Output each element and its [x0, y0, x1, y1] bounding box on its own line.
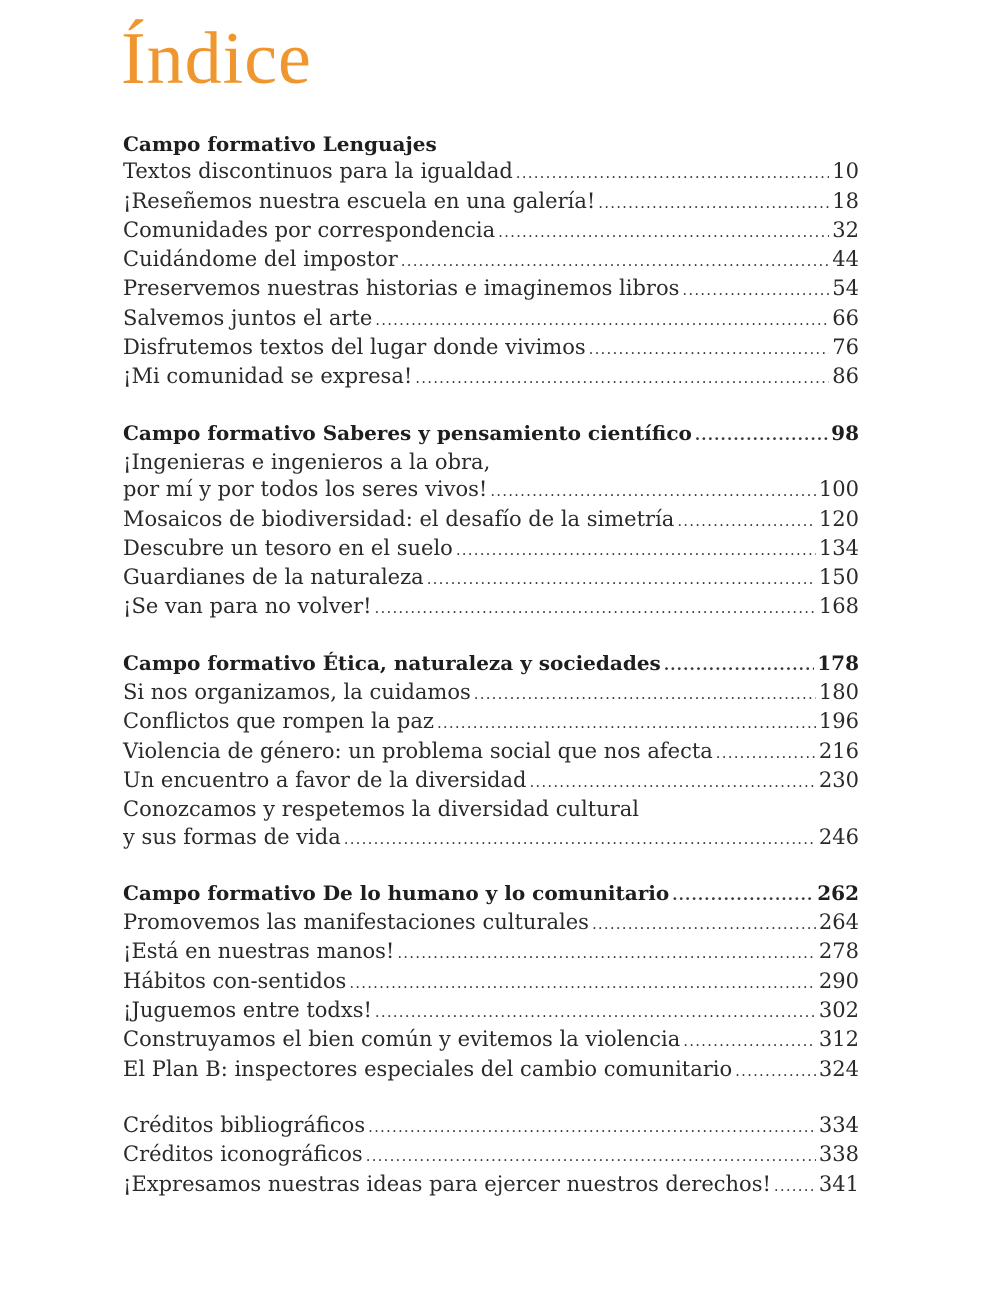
toc-entry[interactable]: Descubre un tesoro en el suelo ..... 134	[123, 535, 859, 564]
page-number: 54	[832, 276, 859, 301]
leader-dots	[401, 248, 829, 275]
leader-dots	[375, 999, 816, 1026]
leader-dots	[498, 219, 829, 246]
page-number: 44	[832, 247, 859, 272]
leader-dots	[592, 911, 816, 938]
leader-dots	[437, 710, 816, 737]
page-number: 262	[817, 880, 859, 905]
page-title: Índice	[121, 18, 312, 100]
toc-entry[interactable]: Un encuentro a favor de la diversidad ..... 230	[123, 767, 859, 796]
toc-section-saberes	[123, 420, 859, 623]
toc-entry[interactable]: Comunidades por correspondencia ..... 32	[123, 217, 859, 246]
toc-section-credits	[123, 1112, 859, 1200]
leader-dots	[598, 190, 829, 217]
leader-dots	[672, 882, 814, 909]
leader-dots	[683, 1028, 816, 1055]
leader-dots	[774, 1173, 816, 1200]
section-heading: Campo formativo Lenguajes	[123, 132, 437, 156]
toc-section-lenguajes	[123, 131, 859, 393]
leader-dots	[415, 365, 829, 392]
leader-dots	[368, 1114, 816, 1141]
toc-entry[interactable]: Créditos iconográficos ..... 338	[123, 1141, 859, 1170]
toc-section-etica	[123, 650, 859, 853]
leader-dots	[682, 277, 829, 304]
page-number: 246	[818, 824, 859, 849]
page-number: 98	[831, 420, 859, 445]
page-number: 334	[818, 1112, 859, 1137]
leader-dots	[677, 508, 816, 535]
toc-entry[interactable]: y sus formas de vida ..... 246	[123, 824, 859, 853]
leader-dots	[716, 740, 816, 767]
toc-entry[interactable]: Guardianes de la naturaleza ..... 150	[123, 564, 859, 593]
toc-entry[interactable]: ¡Está en nuestras manos! ..... 278	[123, 938, 859, 967]
page-number: 230	[818, 767, 859, 792]
page-number: 86	[832, 364, 859, 389]
toc-entry[interactable]: Créditos bibliográficos ..... 334	[123, 1112, 859, 1141]
leader-dots	[664, 652, 814, 679]
leader-dots	[490, 478, 816, 505]
page-number: 76	[832, 335, 859, 360]
toc-entry[interactable]: ¡Mi comunidad se expresa! ..... 86	[123, 363, 859, 392]
toc-entry[interactable]: ¡Reseñemos nuestra escuela en una galería! ..... 18	[123, 188, 859, 217]
toc-entry[interactable]: Textos discontinuos para la igualdad ..... 10	[123, 158, 859, 187]
toc-entry[interactable]: ¡Juguemos entre todxs! ..... 302	[123, 997, 859, 1026]
leader-dots	[349, 970, 816, 997]
toc-entry[interactable]: Preservemos nuestras historias e imaginemos libros ..... 54	[123, 275, 859, 304]
page-number: 312	[818, 1027, 859, 1052]
leader-dots	[474, 681, 816, 708]
page-number: 178	[817, 650, 859, 675]
toc-entry-first-line[interactable]: ¡Ingenieras e ingenieros a la obra,	[123, 449, 491, 474]
page-number: 120	[818, 506, 859, 531]
page-number: 302	[818, 998, 859, 1023]
leader-dots	[516, 160, 829, 187]
page-number: 341	[818, 1171, 859, 1196]
table-of-contents	[123, 131, 859, 1200]
page-number: 10	[832, 159, 859, 184]
leader-dots	[397, 940, 816, 967]
leader-dots	[529, 769, 815, 796]
page-number: 338	[818, 1142, 859, 1167]
toc-entry[interactable]: ¡Expresamos nuestras ideas para ejercer nuestros derechos! ..... 341	[123, 1171, 859, 1200]
toc-entry[interactable]: Si nos organizamos, la cuidamos ..... 180	[123, 679, 859, 708]
page-number: 264	[818, 910, 859, 935]
page-number: 18	[832, 188, 859, 213]
toc-entry[interactable]: Violencia de género: un problema social que nos afecta ..... 216	[123, 738, 859, 767]
page-number: 32	[832, 217, 859, 242]
leader-dots	[344, 826, 816, 853]
toc-entry[interactable]: Salvemos juntos el arte ..... 66	[123, 305, 859, 334]
page-number: 66	[832, 305, 859, 330]
section-heading[interactable]: Campo formativo De lo humano y lo comunitario ..... 262	[123, 880, 859, 909]
page-number: 290	[818, 968, 859, 993]
leader-dots	[695, 422, 828, 449]
section-heading[interactable]: Campo formativo Saberes y pensamiento científico ..... 98	[123, 420, 859, 449]
section-heading[interactable]: Campo formativo Ética, naturaleza y sociedades ..... 178	[123, 650, 859, 679]
toc-entry[interactable]: Hábitos con-sentidos ..... 290	[123, 968, 859, 997]
toc-entry[interactable]: Construyamos el bien común y evitemos la violencia ..... 312	[123, 1026, 859, 1055]
leader-dots	[735, 1058, 816, 1085]
leader-dots	[375, 307, 829, 334]
toc-entry[interactable]: Promovemos las manifestaciones culturales ..... 264	[123, 909, 859, 938]
page-number: 134	[818, 535, 859, 560]
toc-entry[interactable]: El Plan B: inspectores especiales del cambio comunitario ..... 324	[123, 1056, 859, 1085]
leader-dots	[456, 537, 816, 564]
toc-entry[interactable]: por mí y por todos los seres vivos! ..... 100	[123, 476, 859, 505]
page-number: 324	[818, 1056, 859, 1081]
leader-dots	[427, 566, 816, 593]
page-number: 216	[818, 738, 859, 763]
leader-dots	[375, 595, 816, 622]
leader-dots	[366, 1143, 816, 1170]
toc-entry[interactable]: Cuidándome del impostor ..... 44	[123, 246, 859, 275]
toc-entry[interactable]: Disfrutemos textos del lugar donde vivimos ..... 76	[123, 334, 859, 363]
leader-dots	[589, 336, 830, 363]
toc-entry-first-line[interactable]: Conozcamos y respetemos la diversidad cultural	[123, 797, 639, 822]
toc-entry[interactable]: ¡Se van para no volver! ..... 168	[123, 593, 859, 622]
page-number: 150	[818, 565, 859, 590]
page-number: 278	[818, 939, 859, 964]
page-number: 168	[818, 594, 859, 619]
toc-section-humano	[123, 880, 859, 1085]
page-number: 100	[818, 477, 859, 502]
toc-entry[interactable]: Mosaicos de biodiversidad: el desafío de la simetría ..... 120	[123, 506, 859, 535]
page-number: 196	[818, 709, 859, 734]
page-number: 180	[818, 680, 859, 705]
toc-entry[interactable]: Conflictos que rompen la paz ..... 196	[123, 708, 859, 737]
